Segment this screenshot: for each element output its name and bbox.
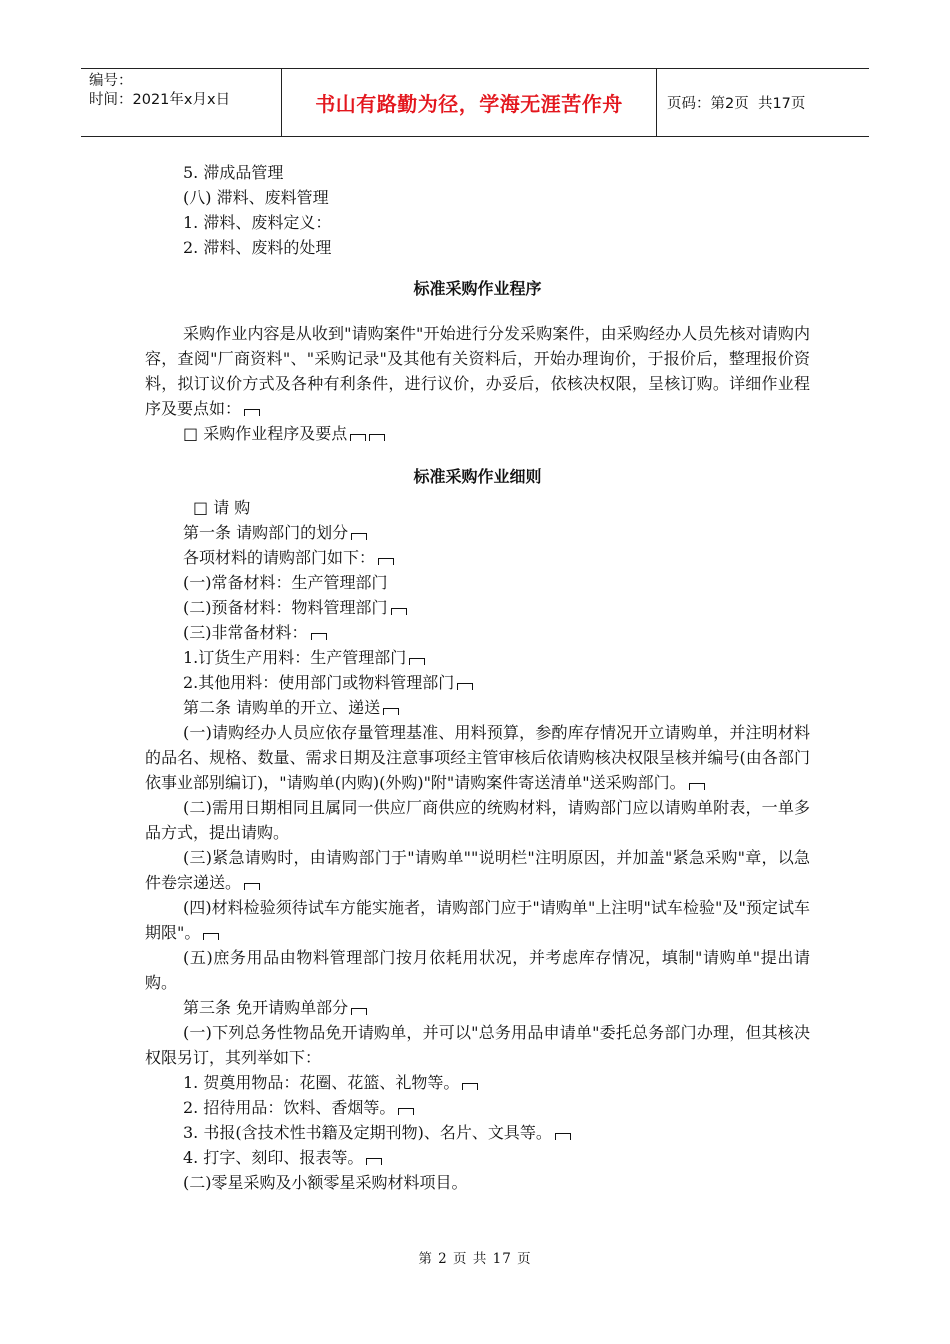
document-body (145, 160, 810, 1195)
section-heading-procedure: 标准采购作业程序 (413, 279, 542, 298)
list-item: 3. 书报(含技术性书籍及定期刊物)、名片、文具等。 (145, 1120, 810, 1145)
article-title: 第一条 请购部门的划分 (145, 520, 810, 545)
list-item: 2.其他用料：使用部门或物料管理部门 (145, 670, 810, 695)
page-info-text: 页码：第2页 共17页 (667, 96, 806, 112)
list-item: (二)预备材料：物料管理部门 (145, 595, 810, 620)
list-item: (三)非常备材料： (145, 620, 810, 645)
return-mark-icon (203, 933, 219, 940)
list-item: 1.订货生产用料：生产管理部门 (145, 645, 810, 670)
article-paragraph: (二)需用日期相同且属同一供应厂商供应的统购材料，请购部门应以请购单附表，一单多品方式，提出请购。 (145, 798, 810, 842)
list-item: 4. 打字、刻印、报表等。 (145, 1145, 810, 1170)
list-item: 5. 滞成品管理 (183, 163, 284, 182)
return-mark-icon (398, 1108, 414, 1115)
section-title: □ 请 购 (193, 498, 251, 517)
article-title: 第二条 请购单的开立、递送 (145, 695, 810, 720)
return-mark-icon (244, 883, 260, 890)
article-paragraph: (四)材料检验须待试车方能实施者，请购部门应于"请购单"上注明"试车检验"及"预定试车期限"。 (145, 898, 810, 942)
return-mark-icon (350, 434, 366, 441)
intro-paragraph: 采购作业内容是从收到"请购案件"开始进行分发采购案件，由采购经办人员先核对请购内容，查阅"厂商资料"、"采购记录"及其他有关资料后，开始办理询价，于报价后，整理报价资料，拟订议价方式及各种有利条件，进行议价，办妥后，依核决权限，呈核订购。详细作业程序及要点如： (145, 324, 810, 418)
return-mark-icon (689, 783, 705, 790)
intro-item: □ 采购作业程序及要点 (145, 421, 810, 446)
return-mark-icon (351, 1008, 367, 1015)
return-mark-icon (244, 409, 260, 416)
return-mark-icon (383, 708, 399, 715)
list-item: (一)常备材料：生产管理部门 (183, 573, 388, 592)
list-item: 1. 滞料、废料定义： (183, 213, 332, 232)
list-item: 2. 滞料、废料的处理 (183, 238, 332, 257)
document-number: 编号： (89, 73, 133, 89)
header-motto: 书山有路勤为径，学海无涯苦作舟 (282, 69, 657, 136)
page-footer: 第 2 页 共 17 页 (418, 1251, 532, 1267)
return-mark-icon (409, 658, 425, 665)
list-item: 1. 贺奠用物品：花圈、花篮、礼物等。 (145, 1070, 810, 1095)
page-header (81, 68, 869, 137)
article-paragraph: (一)下列总务性物品免开请购单，并可以"总务用品申请单"委托总务部门办理，但其核决权限另订，其列举如下： (145, 1023, 810, 1067)
return-mark-icon (462, 1083, 478, 1090)
article-paragraph: (五)庶务用品由物料管理部门按月依耗用状况，并考虑库存情况，填制"请购单"提出请购。 (145, 948, 810, 992)
article-title: 第三条 免开请购单部分 (145, 995, 810, 1020)
header-meta (81, 69, 282, 136)
return-mark-icon (378, 558, 394, 565)
return-mark-icon (311, 633, 327, 640)
return-mark-icon (457, 683, 473, 690)
return-mark-icon (351, 533, 367, 540)
header-page-info (657, 69, 869, 136)
return-mark-icon (555, 1133, 571, 1140)
article-paragraph: (一)请购经办人员应依存量管理基准、用料预算，参酌库存情况开立请购单，并注明材料的品名、规格、数量、需求日期及注意事项经主管审核后依请购核决权限呈核并编号(由各部门依事业部别编订)，"请购单(内购)(外购)"附"请购案件寄送清单"送采购部门。 (145, 723, 810, 792)
section-heading-rules: 标准采购作业细则 (413, 467, 542, 486)
return-mark-icon (366, 1158, 382, 1165)
list-item: (二)零星采购及小额零星采购材料项目。 (183, 1173, 468, 1192)
document-time: 时间：2021年x月x日 (89, 92, 231, 108)
list-item: 2. 招待用品：饮料、香烟等。 (145, 1095, 810, 1120)
list-item: (八) 滞料、废料管理 (183, 188, 329, 207)
return-mark-icon (391, 608, 407, 615)
article-paragraph: (三)紧急请购时，由请购部门于"请购单""说明栏"注明原因，并加盖"紧急采购"章，以急件卷宗递送。 (145, 848, 810, 892)
article-lead: 各项材料的请购部门如下： (145, 545, 810, 570)
return-mark-icon (369, 434, 385, 441)
